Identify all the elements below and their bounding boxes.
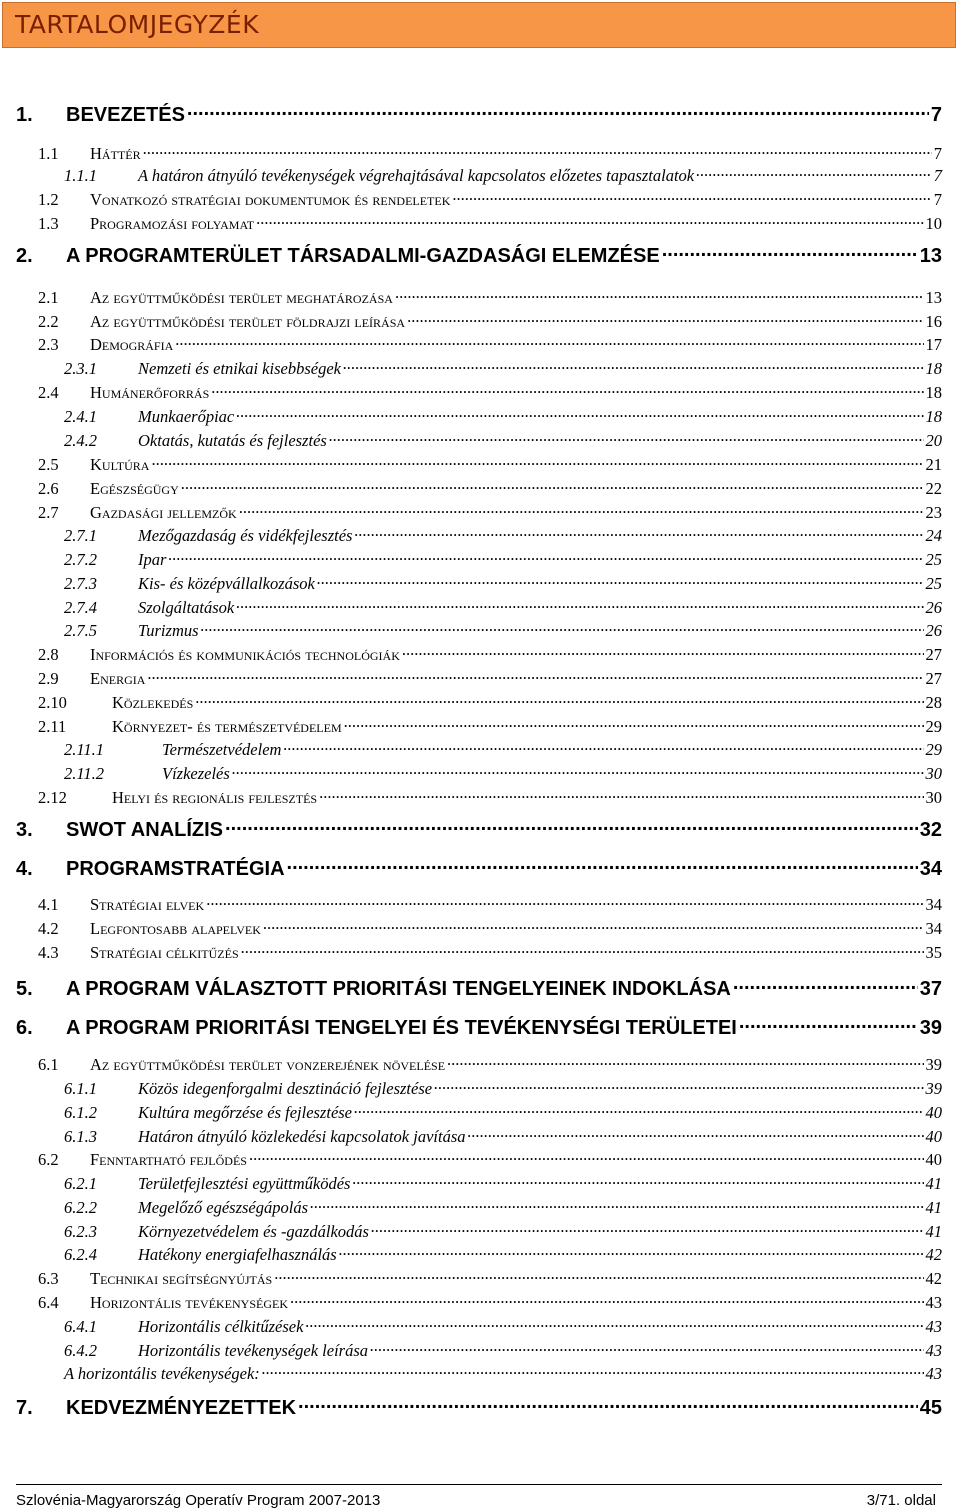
toc-dot-leader (452, 188, 931, 205)
toc-entry-title: Munkaerőpiac (138, 406, 235, 426)
toc-entry-page: 27 (925, 644, 942, 664)
toc-entry-number: 2.7.2 (64, 549, 97, 569)
toc-entry-number: 2.4.2 (64, 430, 97, 450)
toc-entry-title: Mezőgazdaság és vidékfejlesztés (138, 525, 353, 545)
toc-dot-leader (343, 357, 924, 374)
toc-entry-number: 6.1.3 (64, 1126, 97, 1146)
toc-entry-number: 2.2 (38, 311, 59, 331)
toc-entry-number: 6.1 (38, 1054, 59, 1074)
toc-entry-title: Közös idegenforgalmi desztináció fejlesztése (138, 1078, 433, 1098)
toc-entry-number: 2.1 (38, 287, 59, 307)
toc-entry-number: 2.11.2 (64, 763, 105, 783)
toc-entry-page: 34 (919, 858, 942, 880)
toc-entry-title: Horizontális tevékenységek (90, 1292, 289, 1312)
toc-entry-title: Turizmus (138, 620, 199, 640)
toc-dot-leader (201, 619, 924, 636)
toc-entry[interactable] (0, 855, 960, 881)
toc-entry-title: Humánerőforrás (90, 382, 210, 402)
toc-entry-title: Környezetvédelem és -gazdálkodás (138, 1221, 369, 1241)
toc-entry-number: 2.11 (38, 716, 67, 736)
toc-dot-leader (283, 738, 923, 755)
toc-entry[interactable] (0, 1077, 960, 1099)
toc-entry[interactable] (0, 429, 960, 451)
toc-dot-leader (447, 1053, 923, 1070)
toc-entry[interactable] (0, 524, 960, 546)
toc-dot-leader (468, 1125, 924, 1142)
toc-entry-title: Szolgáltatások (138, 597, 235, 617)
toc-entry[interactable] (0, 1362, 960, 1384)
toc-entry-title: Kultúra (90, 454, 150, 474)
toc-entry-title: Információs és kommunikációs technológiák (90, 644, 400, 664)
toc-entry-page: 39 (925, 1078, 942, 1098)
toc-entry-page: 26 (925, 620, 942, 640)
toc-entry-page: 18 (925, 406, 942, 426)
toc-entry-page: 41 (925, 1197, 942, 1217)
toc-entry-number: 1.3 (38, 213, 59, 233)
toc-entry-page: 34 (925, 918, 942, 938)
toc-entry[interactable] (0, 667, 960, 689)
toc-dot-leader (370, 1339, 923, 1356)
toc-entry-number: 4.2 (38, 918, 59, 938)
toc-entry-page: 43 (925, 1340, 942, 1360)
toc-entry-number: 2.11.1 (64, 739, 105, 759)
toc-entry-number: 2.3 (38, 334, 59, 354)
toc-dot-leader (434, 1077, 923, 1094)
toc-dot-leader (310, 1196, 923, 1213)
toc-entry-page: 30 (925, 787, 942, 807)
toc-entry-number: 6.2.4 (64, 1244, 97, 1264)
toc-entry-page: 30 (925, 763, 942, 783)
toc-entry[interactable] (0, 715, 960, 737)
toc-entry-page: 32 (919, 819, 942, 841)
toc-entry-title: Demográfia (90, 334, 174, 354)
toc-entry-page: 43 (925, 1316, 942, 1336)
toc-entry-page: 40 (925, 1149, 942, 1169)
toc-entry-number: 2.7 (38, 502, 59, 522)
toc-entry-page: 43 (925, 1292, 942, 1312)
toc-entry[interactable] (0, 738, 960, 760)
toc-entry[interactable] (0, 1220, 960, 1242)
toc-entry-page: 25 (925, 549, 942, 569)
toc-entry[interactable] (0, 212, 960, 234)
toc-entry-title: Kis- és középvállalkozások (138, 573, 315, 593)
toc-entry[interactable] (0, 242, 960, 268)
toc-dot-leader (232, 762, 924, 779)
toc-entry-number: 7. (16, 1397, 33, 1419)
toc-dot-leader (151, 453, 923, 470)
toc-entry[interactable] (0, 1291, 960, 1313)
toc-entry-title: Területfejlesztési együttműködés (138, 1173, 351, 1193)
toc-entry[interactable] (0, 975, 960, 1001)
toc-entry-title: BEVEZETÉS (66, 104, 185, 126)
toc-entry-page: 13 (925, 287, 942, 307)
toc-entry[interactable] (0, 1315, 960, 1337)
toc-entry-number: 2. (16, 245, 33, 267)
toc-entry-title: Hatékony energiafelhasználás (138, 1244, 337, 1264)
toc-dot-leader (305, 1315, 923, 1332)
toc-entry[interactable] (0, 1394, 960, 1420)
toc-entry-title: PROGRAMSTRATÉGIA (66, 858, 285, 880)
toc-entry-number: 6.3 (38, 1268, 59, 1288)
toc-entry[interactable] (0, 1014, 960, 1040)
toc-dot-leader (211, 381, 923, 398)
toc-dot-leader (206, 893, 923, 910)
toc-entry-page: 7 (933, 165, 942, 185)
toc-entry-number: 1.2 (38, 189, 59, 209)
footer-program-name: Szlovénia-Magyarország Operatív Program 2007-2013 (16, 1492, 381, 1509)
toc-entry-number: 6.1.2 (64, 1102, 97, 1122)
toc-entry[interactable] (0, 1172, 960, 1194)
toc-entry-title: Stratégiai elvek (90, 894, 205, 914)
toc-entry-title: Háttér (90, 143, 141, 163)
toc-entry-number: 2.8 (38, 644, 59, 664)
toc-entry-page: 13 (919, 245, 942, 267)
toc-entry-title: Fenntartható fejlődés (90, 1149, 247, 1169)
toc-dot-leader (256, 212, 923, 229)
toc-dot-leader (241, 941, 924, 958)
toc-entry-title: Ipar (138, 549, 167, 569)
toc-entry-page: 7 (933, 143, 942, 163)
toc-entry-title: Egészségügy (90, 478, 179, 498)
toc-dot-leader (395, 286, 924, 303)
toc-entry[interactable] (0, 1101, 960, 1123)
toc-entry-page: 26 (925, 597, 942, 617)
toc-entry-number: 6.2 (38, 1149, 59, 1169)
toc-entry-number: 2.4 (38, 382, 59, 402)
toc-entry-number: 4. (16, 858, 33, 880)
toc-dot-leader (407, 310, 923, 327)
toc-dot-leader (371, 1220, 924, 1237)
toc-entry[interactable] (0, 477, 960, 499)
toc-entry[interactable] (0, 164, 960, 186)
toc-entry-title: Gazdasági jellemzők (90, 502, 237, 522)
toc-entry[interactable] (0, 188, 960, 210)
toc-entry[interactable] (0, 816, 960, 842)
toc-entry-number: 2.4.1 (64, 406, 97, 426)
toc-entry-number: 6.2.3 (64, 1221, 97, 1241)
toc-entry-page: 43 (925, 1363, 942, 1383)
toc-entry-page: 34 (925, 894, 942, 914)
toc-entry-title: Természetvédelem (162, 739, 282, 759)
toc-entry[interactable] (0, 357, 960, 379)
toc-dot-leader (662, 242, 918, 262)
toc-entry[interactable] (0, 405, 960, 427)
toc-entry-number: 1. (16, 104, 33, 126)
toc-dot-leader (733, 975, 918, 995)
toc-entry[interactable] (0, 310, 960, 332)
toc-entry-title: A határon átnyúló tevékenységek végrehajtásával kapcsolatos előzetes tapasztalatok (138, 165, 695, 185)
toc-entry-page: 18 (925, 358, 942, 378)
toc-entry-title: Nemzeti és etnikai kisebbségek (138, 358, 341, 378)
toc-entry-page: 7 (930, 104, 942, 126)
toc-entry[interactable] (0, 596, 960, 618)
toc-dot-leader (143, 142, 932, 159)
toc-entry-number: 2.10 (38, 692, 67, 712)
toc-dot-leader (290, 1291, 923, 1308)
toc-entry-title: A PROGRAM PRIORITÁSI TENGELYEI ÉS TEVÉKENYSÉGI TERÜLETEI (66, 1017, 737, 1039)
toc-dot-leader (263, 917, 924, 934)
toc-entry[interactable] (0, 893, 960, 915)
toc-entry[interactable] (0, 501, 960, 523)
toc-entry-page: 18 (925, 382, 942, 402)
toc-entry-page: 40 (925, 1102, 942, 1122)
toc-entry-page: 40 (925, 1126, 942, 1146)
toc-entry-page: 41 (925, 1173, 942, 1193)
toc-entry-page: 29 (925, 716, 942, 736)
toc-entry-title: Az együttműködési terület meghatározása (90, 287, 393, 307)
toc-entry-title: Vízkezelés (162, 763, 230, 783)
toc-entry-title: Energia (90, 668, 146, 688)
toc-entry-number: 2.7.5 (64, 620, 97, 640)
toc-dot-leader (354, 1101, 923, 1118)
toc-entry-title: Közlekedés (112, 692, 194, 712)
toc-entry-title: Programozási folyamat (90, 213, 255, 233)
toc-entry-title: Kultúra megőrzése és fejlesztése (138, 1102, 353, 1122)
toc-entry-number: 1.1.1 (64, 165, 97, 185)
toc-entry-number: 2.6 (38, 478, 59, 498)
toc-entry[interactable] (0, 1148, 960, 1170)
toc-entry-title: A PROGRAMTERÜLET TÁRSADALMI-GAZDASÁGI ELEMZÉSE (66, 245, 660, 267)
toc-entry-page: 16 (925, 311, 942, 331)
toc-entry-number: 2.5 (38, 454, 59, 474)
toc-entry-page: 37 (919, 978, 942, 1000)
toc-entry-number: 6.2.2 (64, 1197, 97, 1217)
footer-divider (16, 1484, 942, 1485)
toc-entry[interactable] (0, 333, 960, 355)
toc-dot-leader (319, 786, 923, 803)
toc-entry[interactable] (0, 548, 960, 570)
toc-entry-number: 1.1 (38, 143, 59, 163)
toc-entry[interactable] (0, 619, 960, 641)
toc-entry[interactable] (0, 643, 960, 665)
toc-entry-number: 4.1 (38, 894, 59, 914)
toc-entry-title: Az együttműködési terület földrajzi leírása (90, 311, 406, 331)
toc-entry-page: 45 (919, 1397, 942, 1419)
toc-dot-leader (147, 667, 923, 684)
toc-entry-title: A horizontális tevékenységek: (64, 1363, 260, 1383)
toc-entry-page: 42 (925, 1244, 942, 1264)
toc-entry[interactable] (0, 786, 960, 808)
toc-entry-page: 27 (925, 668, 942, 688)
toc-title: TARTALOMJEGYZÉK (15, 10, 260, 39)
toc-dot-leader (175, 333, 923, 350)
toc-entry-page: 41 (925, 1221, 942, 1241)
toc-entry-number: 4.3 (38, 942, 59, 962)
toc-entry-page: 39 (919, 1017, 942, 1039)
toc-entry[interactable] (0, 381, 960, 403)
toc-entry[interactable] (0, 286, 960, 308)
toc-entry-page: 39 (925, 1054, 942, 1074)
toc-dot-leader (287, 855, 918, 875)
toc-dot-leader (239, 501, 924, 518)
toc-dot-leader (354, 524, 923, 541)
toc-entry-page: 17 (925, 334, 942, 354)
toc-entry-number: 2.3.1 (64, 358, 97, 378)
toc-entry-number: 2.12 (38, 787, 67, 807)
toc-dot-leader (298, 1394, 918, 1414)
toc-entry-title: Megelőző egészségápolás (138, 1197, 309, 1217)
toc-entry-page: 35 (925, 942, 942, 962)
toc-entry-page: 29 (925, 739, 942, 759)
toc-entry-title: Határon átnyúló közlekedési kapcsolatok javítása (138, 1126, 466, 1146)
toc-entry[interactable] (0, 1125, 960, 1147)
toc-entry[interactable] (0, 1196, 960, 1218)
toc-entry-number: 6.4.2 (64, 1340, 97, 1360)
toc-entry-title: Stratégiai célkitűzés (90, 942, 239, 962)
toc-entry-page: 21 (925, 454, 942, 474)
toc-entry[interactable] (0, 1339, 960, 1361)
toc-dot-leader (739, 1014, 918, 1034)
toc-entry-number: 2.9 (38, 668, 59, 688)
toc-entry[interactable] (0, 1243, 960, 1265)
toc-dot-leader (402, 643, 924, 660)
toc-entry-title: A PROGRAM VÁLASZTOTT PRIORITÁSI TENGELYEINEK INDOKLÁSA (66, 978, 731, 1000)
toc-dot-leader (236, 596, 923, 613)
toc-dot-leader (352, 1172, 923, 1189)
toc-entry[interactable] (0, 691, 960, 713)
toc-entry-title: Helyi és regionális fejlesztés (112, 787, 318, 807)
toc-entry-page: 28 (925, 692, 942, 712)
toc-entry-page: 24 (925, 525, 942, 545)
toc-dot-leader (696, 164, 932, 181)
toc-entry-title: Vonatkozó stratégiai dokumentumok és rendeletek (90, 189, 451, 209)
toc-dot-leader (317, 572, 924, 589)
toc-entry[interactable] (0, 1267, 960, 1289)
toc-entry-title: Technikai segítségnyújtás (90, 1268, 273, 1288)
toc-entry-number: 6.1.1 (64, 1078, 97, 1098)
toc-entry[interactable] (0, 453, 960, 475)
toc-entry-title: Oktatás, kutatás és fejlesztés (138, 430, 327, 450)
toc-entry[interactable] (0, 1053, 960, 1075)
toc-entry-page: 23 (925, 502, 942, 522)
toc-entry-title: Horizontális tevékenységek leírása (138, 1340, 369, 1360)
toc-entry[interactable] (0, 941, 960, 963)
toc-dot-leader (329, 429, 924, 446)
toc-entry-number: 6. (16, 1017, 33, 1039)
toc-entry-number: 6.4.1 (64, 1316, 97, 1336)
toc-entry-page: 25 (925, 573, 942, 593)
toc-dot-leader (236, 405, 923, 422)
toc-dot-leader (181, 477, 924, 494)
toc-entry-number: 3. (16, 819, 33, 841)
toc-entry-title: Az együttműködési terület vonzerejének növelése (90, 1054, 446, 1074)
toc-entry-title: Környezet- és természetvédelem (112, 716, 342, 736)
toc-entry-page: 7 (933, 189, 942, 209)
toc-entry-number: 5. (16, 978, 33, 1000)
toc-dot-leader (344, 715, 924, 732)
toc-entry-page: 10 (925, 213, 942, 233)
toc-title-bar (2, 2, 956, 48)
toc-entry-title: SWOT ANALÍZIS (66, 819, 224, 841)
toc-dot-leader (168, 548, 923, 565)
toc-dot-leader (187, 101, 929, 121)
toc-entry-number: 6.2.1 (64, 1173, 97, 1193)
toc-entry[interactable] (0, 917, 960, 939)
toc-dot-leader (249, 1148, 924, 1165)
toc-dot-leader (195, 691, 923, 708)
toc-entry-page: 20 (925, 430, 942, 450)
toc-dot-leader (262, 1362, 924, 1379)
footer-page-number: 3/71. oldal (866, 1492, 936, 1509)
toc-entry-title: Legfontosabb alapelvek (90, 918, 261, 938)
toc-entry-title: Horizontális célkitűzések (138, 1316, 304, 1336)
toc-dot-leader (225, 816, 918, 836)
toc-dot-leader (339, 1243, 924, 1260)
toc-entry-number: 2.7.3 (64, 573, 97, 593)
toc-entry[interactable] (0, 762, 960, 784)
toc-dot-leader (274, 1267, 923, 1284)
toc-entry[interactable] (0, 572, 960, 594)
toc-entry-page: 22 (925, 478, 942, 498)
toc-entry-page: 42 (925, 1268, 942, 1288)
toc-entry[interactable] (0, 101, 960, 127)
toc-entry-number: 2.7.1 (64, 525, 97, 545)
toc-entry-title: KEDVEZMÉNYEZETTEK (66, 1397, 297, 1419)
toc-entry-number: 2.7.4 (64, 597, 97, 617)
toc-entry[interactable] (0, 142, 960, 164)
toc-entry-number: 6.4 (38, 1292, 59, 1312)
